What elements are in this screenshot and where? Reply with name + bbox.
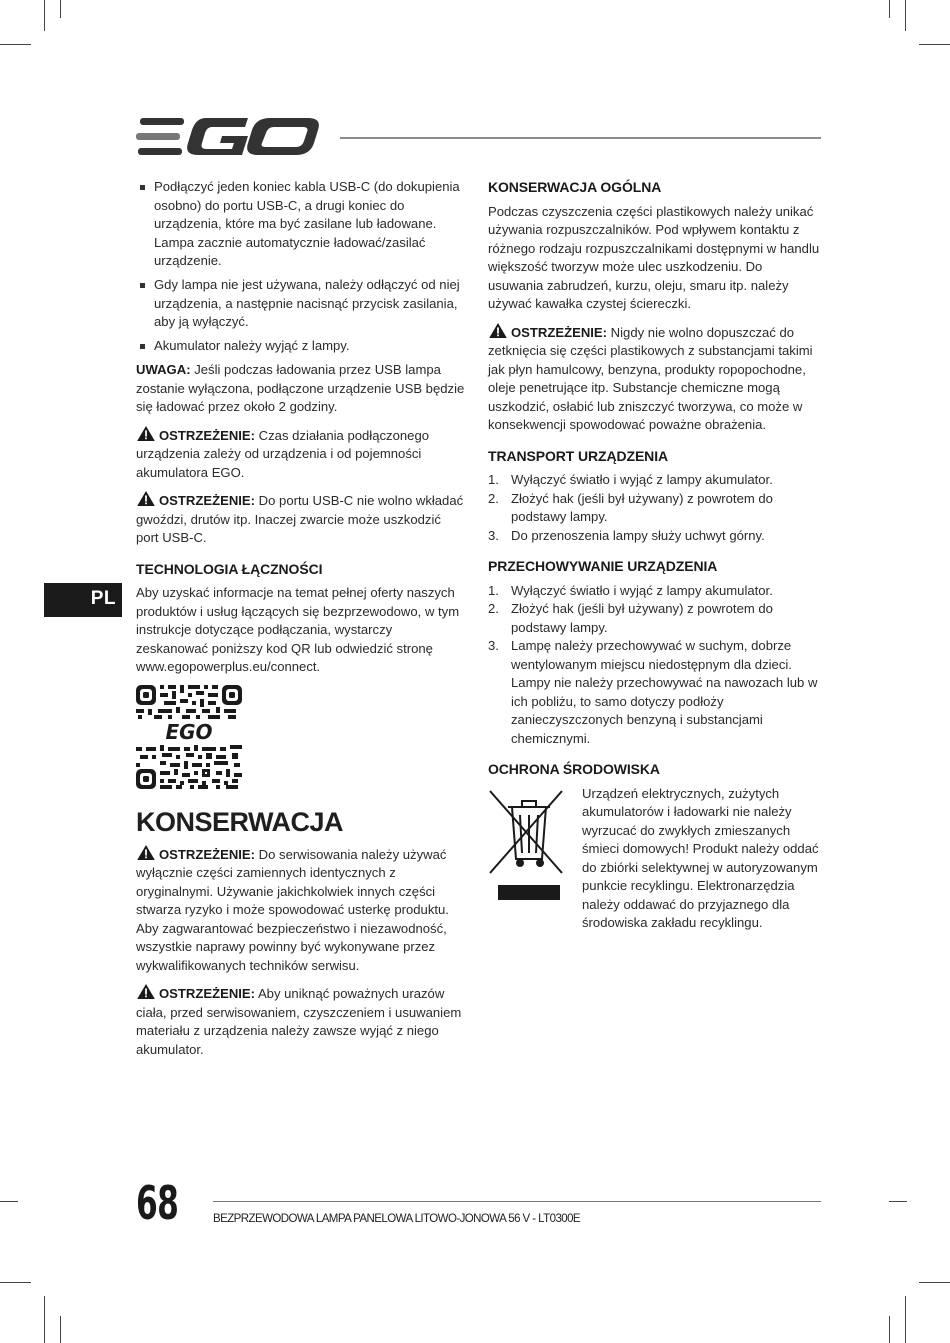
qr-code[interactable]: [136, 685, 242, 789]
list-text: Do przenoszenia lampy służy uchwyt górny.: [511, 527, 765, 543]
general-maintenance-heading: KONSERWACJA OGÓLNA: [488, 179, 662, 195]
crop-mark: [60, 1316, 61, 1343]
crop-mark: [905, 1296, 906, 1343]
warning-icon: [136, 426, 156, 441]
list-number: 3.: [488, 638, 499, 653]
tech-heading: TECHNOLOGIA ŁĄCZNOŚCI: [136, 560, 323, 577]
crop-mark: [919, 1282, 950, 1283]
language-tab: [44, 583, 122, 617]
list-text: Złożyć hak (jeśli był używany) z powrotem do podstawy lampy.: [511, 490, 773, 524]
list-item: [488, 582, 820, 601]
warning-icon: [488, 323, 508, 338]
list-number: 1.: [488, 472, 499, 487]
list-number: 2.: [488, 601, 499, 616]
environment-paragraph: Urządzeń elektrycznych, zużytych akumulatorów i ładowarki nie należy wyrzucać do zwykłych zmieszanych śmieci domowych! Produkt należy oddać do zbiórki selektywnej w autoryzowanym punkcie recyklingu. Elektronarzędzia należy oddawać do przyjaznego dla środowiska zakładu recyklingu.: [582, 785, 819, 930]
list-text: Wyłączyć światło i wyjąć z lampy akumulator.: [511, 582, 773, 598]
header-rule: [340, 137, 821, 139]
list-text: Lampę należy przechowywać w suchym, dobrze wentylowanym miejscu niedostępnym dla dzieci. Lampy nie należy przechowywać na nawozach lub w ich pobliżu, to samo dotyczy podłoży zanieczyszczonych benzyną i substancjami chemicznymi.: [511, 638, 818, 746]
crop-mark: [889, 1201, 907, 1202]
list-item: [488, 527, 820, 546]
crop-mark: [905, 0, 906, 31]
crop-mark: [919, 44, 950, 45]
warning-label: OSTRZEŻENIE:: [159, 846, 256, 862]
warning-label: OSTRZEŻENIE:: [511, 324, 608, 340]
crop-mark: [0, 1201, 18, 1202]
list-number: 3.: [488, 527, 499, 543]
warning-label: OSTRZEŻENIE:: [159, 986, 256, 1001]
crop-mark: [44, 1296, 45, 1343]
environment-heading: OCHRONA ŚRODOWISKA: [488, 761, 660, 777]
list-item: [488, 637, 820, 748]
transport-list: [488, 471, 820, 545]
note-paragraph: [136, 361, 466, 417]
page-number: 68: [136, 1176, 179, 1230]
crop-mark: [889, 1316, 890, 1343]
weee-bin-icon: [488, 785, 572, 903]
list-item: [488, 490, 820, 527]
warning-icon: [136, 845, 156, 860]
warning-paragraph: [136, 491, 466, 548]
footer-rule: [213, 1201, 821, 1202]
language-tab-label: PL: [90, 588, 116, 609]
list-text: Złożyć hak (jeśli był używany) z powrotem do podstawy lampy.: [511, 601, 773, 635]
right-column: [488, 178, 820, 933]
crop-mark: [0, 44, 31, 45]
warning-text: Do serwisowania należy używać wyłącznie części zamiennych identycznych z oryginalnymi. Używanie jakichkolwiek innych części stwarza ryzyko i może spowodować usterkę produktu. Aby zagwarantować bezpieczeństwo i niezawodność, wszystkie naprawy powinny być wykonywane przez wykwalifikowanych techników serwisu.: [136, 846, 449, 973]
warning-label: OSTRZEŻENIE:: [159, 427, 256, 443]
warning-label: OSTRZEŻENIE:: [159, 493, 256, 508]
warning-text: Czas działania podłączonego urządzenia zależy od urządzenia i od pojemności akumulatora EGO.: [136, 427, 430, 480]
list-item: Gdy lampa nie jest używana, należy odłączyć od niej urządzenia, a następnie nacisnąć przycisk zasilania, aby ją wyłączyć.: [136, 276, 466, 332]
warning-icon: [136, 984, 156, 999]
environment-block: [488, 785, 820, 933]
crop-mark: [44, 0, 45, 31]
list-item: Akumulator należy wyjąć z lampy.: [136, 337, 466, 356]
warning-text: Nigdy nie wolno dopuszczać do zetknięcia się części plastikowych z substancjami takimi jak płyn hamulcowy, benzyna, produkty ropopochodne, oleje penetrujące itp. Substancje chemiczne mogą uszkodzić, osłabić lub zniszczyć tworzywa, co może w konsekwencji spowodować poważne obrażenia.: [488, 324, 813, 432]
transport-heading: TRANSPORT URZĄDZENIA: [488, 447, 668, 464]
tech-paragraph: Aby uzyskać informacje na temat pełnej oferty naszych produktów i usług łączących się bezprzewodowo, w tym instrukcje dotyczące podłączania, wystarczy zeskanować poniższy kod QR lub odwiedzić stronę www.egopowerplus.eu/connect.: [136, 585, 460, 674]
warning-text: Aby uniknąć poważnych urazów ciała, przed serwisowaniem, czyszczeniem i usuwaniem materiału z urządzenia należy zawsze wyjąć z niego akumulator.: [136, 986, 462, 1057]
svg-text:EGO: EGO: [165, 719, 213, 744]
list-item: [488, 600, 820, 637]
footer-title: BEZPRZEWODOWA LAMPA PANELOWA LITOWO-JONOWA 56 V - LT0300E: [213, 1211, 581, 1225]
note-label: UWAGA:: [136, 362, 191, 377]
list-number: 2.: [488, 490, 499, 506]
list-item: Podłączyć jeden koniec kabla USB-C (do dokupienia osobno) do portu USB-C, a drugi koniec do urządzenia, które ma być zasilane lub ładowane. Lampa zacznie automatycznie ładować/zasilać urządzenie.: [136, 178, 466, 271]
general-maintenance-paragraph: Podczas czyszczenia części plastikowych należy unikać używania rozpuszczalników. Pod wpływem kontaktu z różnego rodzaju rozpuszczalnikami dostępnymi w handlu większość tworzyw może ulec uszkodzeniu. Do usuwania zabrudzeń, kurzu, oleju, smaru itp. należy używać kawałka czystej ściereczki.: [488, 203, 820, 311]
note-text: Jeśli podczas ładowania przez USB lampa zostanie wyłączona, podłączone urządzenie USB będzie się ładować przez około 2 godziny.: [136, 362, 465, 414]
list-number: 1.: [488, 582, 499, 598]
crop-mark: [60, 0, 61, 18]
warning-paragraph: [136, 426, 466, 483]
warning-icon: [136, 491, 156, 506]
warning-paragraph: [488, 323, 820, 435]
warning-text: Do portu USB-C nie wolno wkładać gwoździ, drutów itp. Inaczej zwarcie może uszkodzić port USB-C.: [136, 493, 464, 545]
storage-heading: PRZECHOWYWANIE URZĄDZENIA: [488, 558, 718, 574]
usb-bullet-list: [136, 178, 466, 356]
warning-paragraph: [136, 845, 466, 976]
storage-list: [488, 582, 820, 749]
warning-paragraph: [136, 984, 466, 1059]
left-column: [136, 178, 466, 1068]
crop-mark: [889, 0, 890, 18]
crop-mark: [0, 1282, 31, 1283]
list-item: [488, 471, 820, 490]
list-text: Wyłączyć światło i wyjąć z lampy akumulator.: [511, 472, 773, 487]
maintenance-heading: KONSERWACJA: [136, 806, 344, 837]
ego-logo: [136, 117, 321, 159]
